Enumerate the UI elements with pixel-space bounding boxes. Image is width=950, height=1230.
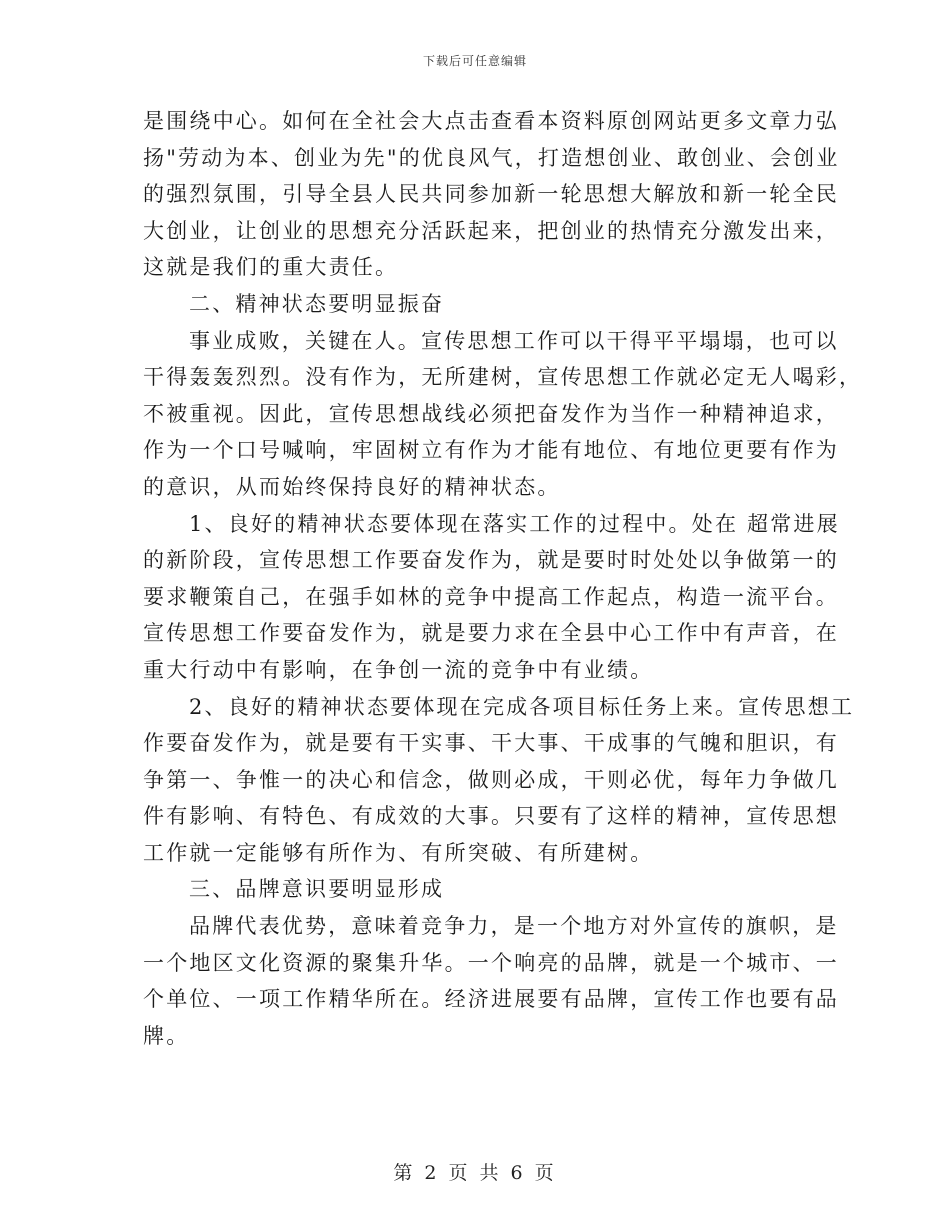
text-line: 工作就一定能够有所作为、有所突破、有所建树。 <box>143 840 654 865</box>
text-line: 争第一、争惟一的决心和信念，做则必成，干则必优，每年力争做几 <box>143 767 839 792</box>
text-line: 1、良好的精神状态要体现在落实工作的过程中。处在 超常进展 <box>189 511 840 536</box>
text-line: 不被重视。因此，宣传思想战线必须把奋发作为当作一种精神追求， <box>143 401 839 426</box>
text-line: 扬"劳动为本、创业为先"的优良风气，打造想创业、敢创业、会创业 <box>143 145 840 170</box>
text-line: 要求鞭策自己，在强手如林的竞争中提高工作起点，构造一流平台。 <box>143 584 839 609</box>
text-line: 一个地区文化资源的聚集升华。一个响亮的品牌，就是一个城市、一 <box>143 950 839 975</box>
text-line: 事业成败，关键在人。宣传思想工作可以干得平平塌塌，也可以 <box>189 328 839 353</box>
text-line: 的意识，从而始终保持良好的精神状态。 <box>143 474 561 499</box>
text-line: 大创业，让创业的思想充分活跃起来，把创业的热情充分激发出来， <box>143 218 839 243</box>
text-line: 三、品牌意识要明显形成 <box>189 877 445 902</box>
text-line: 品牌代表优势，意味着竞争力，是一个地方对外宣传的旗帜，是 <box>189 914 839 939</box>
text-line: 的强烈氛围，引导全县人民共同参加新一轮思想大解放和新一轮全民 <box>143 182 839 207</box>
text-line: 个单位、一项工作精华所在。经济进展要有品牌，宣传工作也要有品 <box>143 987 839 1012</box>
text-line: 宣传思想工作要奋发作为，就是要力求在全县中心工作中有声音，在 <box>143 621 839 646</box>
text-line: 作为一个口号喊响，牢固树立有作为才能有地位、有地位更要有作为 <box>143 438 839 463</box>
text-line: 牌。 <box>143 1023 190 1048</box>
text-line: 这就是我们的重大责任。 <box>143 255 399 280</box>
text-line: 二、精神状态要明显振奋 <box>189 291 445 316</box>
text-line: 件有影响、有特色、有成效的大事。只要有了这样的精神，宣传思想 <box>143 804 839 829</box>
text-line: 干得轰轰烈烈。没有作为，无所建树，宣传思想工作就必定无人喝彩， <box>143 365 863 390</box>
page-header-note: 下载后可任意编辑 <box>422 54 527 68</box>
text-line: 重大行动中有影响，在争创一流的竞争中有业绩。 <box>143 657 654 682</box>
text-line: 是围绕中心。如何在全社会大点击查看本资料原创网站更多文章力弘 <box>143 109 839 133</box>
text-line: 的新阶段，宣传思想工作要奋发作为，就是要时时处处以争做第一的 <box>143 548 839 573</box>
text-line: 2、良好的精神状态要体现在完成各项目标任务上来。宣传思想工 <box>189 694 855 719</box>
document-body <box>143 103 863 1054</box>
page-number: 第 2 页 共 6 页 <box>393 1162 557 1184</box>
text-line: 作要奋发作为，就是要有干实事、干大事、干成事的气魄和胆识，有 <box>143 731 839 756</box>
